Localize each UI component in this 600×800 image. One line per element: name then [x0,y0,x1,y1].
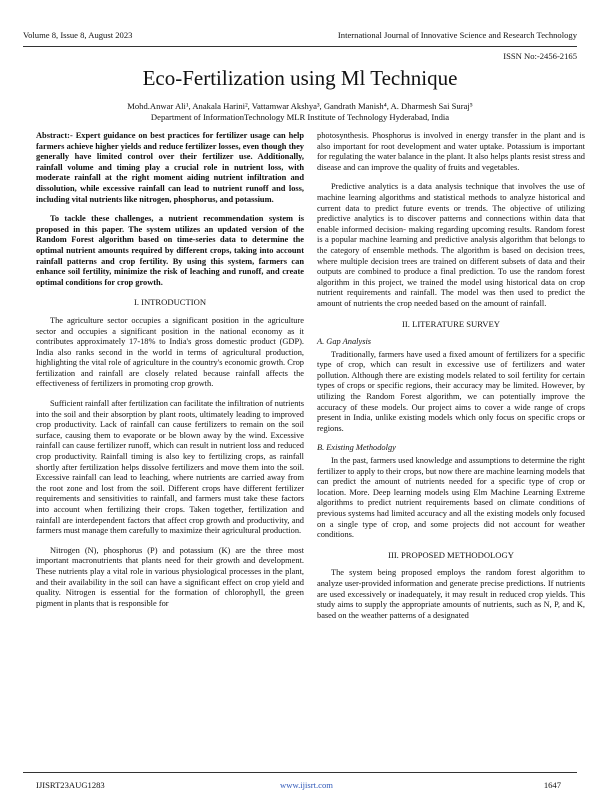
subsection-gap-analysis: A. Gap Analysis [317,337,372,347]
journal-name: International Journal of Innovative Science and Research Technology [337,30,577,40]
left-column [36,131,304,618]
predictive-analytics-paragraph: Predictive analytics is a data analysis technique that involves the use of machine learning algorithms and statistical methods to analyze historical and current data to predict future events or trends. The objective of utilizing predictive analytics is to discover patterns and connections within data that enable informed decision- making regarding upcoming results. Random forest is a popular machine learning and predictive analysis algorithm that belongs to the category of ensemble methods. The algorithm is based on decision trees, where multiple decision trees are trained on different subsets of data and their outputs are combined to produce a final prediction. To use the random forest algorithm in this project, we trained the model using historical data on crop nutrient requirements and rainfall. The model was then used to predict the amount of nutrients the crop needed based on the amount of rainfall. [317,182,585,308]
intro-paragraph-1: The agriculture sector occupies a significant position in the agriculture sector and occupies a significant position in the national economy as it contributes approximately 17-18% to India's gross domestic product (GDP). India also ranks second in the world in terms of agricultural production, highlighting the vital role of agriculture in the country's economic growth. Crop fertilization and rainfall are closely related because rainfall affects the effectiveness of fertilizers in promoting crop growth. [36,315,304,389]
page-number: 1647 [543,780,561,790]
gap-analysis-paragraph: Traditionally, farmers have used a fixed amount of fertilizers for a specific type of crop, which can result in excessive use of fertilizers and water pollution. Although there are existing models related to soil fertility for certain types of crops or specific regions, their accuracy may be limited. However, by utilizing the Random Forest algorithm, we can potentially improve the accuracy of these models. Our project aims to cover a wide range of crops present in India, unlike existing models which only focus on specific crops or regions. [317,349,585,433]
footer-rule [23,772,577,773]
volume-info: Volume 8, Issue 8, August 2023 [23,30,133,40]
continued-paragraph: photosynthesis. Phosphorus is involved in energy transfer in the plant and is also important for root development and water uptake. Potassium is important for regulating the water balance in the plant. It also helps plants resist stress and disease and can improve the quality of fruits and vegetables. [317,131,585,172]
paper-title: Eco-Fertilization using Ml Technique [142,66,458,90]
abstract-paragraph-2: To tackle these challenges, a nutrient recommendation system is proposed in this paper. The system utilizes an updated version of the Random Forest algorithm based on time-series data to determine the optimal nutrient amounts required by different crops, taking into account rainfall patterns and crop fertility. By using this system, farmers can enhance soil fertility, minimize the risk of leaching and runoff, and create optimal conditions for crop growth. [36,214,304,287]
author-block [0,101,600,123]
section-heading-proposed-methodology: III. PROPOSED METHODOLOGY [388,549,514,560]
section-heading-introduction: I. INTRODUCTION [133,297,207,308]
paper-id: IJISRT23AUG1283 [36,780,105,790]
proposed-methodology-paragraph: The system being proposed employs the random forest algorithm to analyze user-provided information and generate precise predictions. If nutrients are used excessively or inadequately, it may result in reduced crop yields. This study aims to supply the appropriate amounts of nutrients, such as N, P, and K, based on the weather patterns of a designated [317,568,585,620]
author-affiliation: Department of InformationTechnology MLR Institute of Technology Hyderabad, India [150,112,450,122]
right-column [317,131,585,630]
author-names: Mohd.Anwar Ali¹, Anakala Harini², Vattamwar Akshya³, Gandrath Manish⁴, A. Dharmesh Sai Suraj⁵ [127,101,473,111]
running-header [23,30,577,44]
abstract-paragraph-1: Abstract:- Expert guidance on best practices for fertilizer usage can help farmers achieve higher yields and reduce fertilizer losses, even though they generally have limited control over their fertilizer use. Additionally, rainfall volume and timing play a crucial role in nutrient loss, with moderate rainfall at the right moment aiding nutrient infiltration and dissolution, while excessive rainfall can lead to nutrient runoff and loss, including vital nutrients like nitrogen, phosphorus, and potassium. [36,131,304,204]
journal-url-link[interactable]: www.ijisrt.com [280,780,333,790]
intro-paragraph-3: Nitrogen (N), phosphorus (P) and potassium (K) are the three most important macronutrients that plants need for their growth and development. These nutrients play a vital role in various physiological processes in the plant, and their availability in the soil can have a significant effect on crop yield and quality. Nitrogen is essential for the formation of chlorophyll, the green pigment in plants that is responsible for [36,545,304,608]
section-heading-literature-survey: II. LITERATURE SURVEY [402,318,500,329]
subsection-existing-methodology: B. Existing Methodolgy [317,443,396,453]
issn-label: ISSN No:-2456-2165 [503,51,577,61]
intro-paragraph-2: Sufficient rainfall after fertilization can facilitate the infiltration of nutrients into the soil and their absorption by plant roots, ultimately leading to improved crop productivity. Lack of rainfall can cause fertilizers to remain on the soil surface, causing them to evaporate or be blown away by the wind. Excessive rainfall can cause fertilizer runoff, which can result in nutrient loss and reduced crop productivity. Rainfall timing is also key to fertilizing crops, as rainfall shortly after fertilization helps dissolve fertilizers and move them into the soil. Excessive rainfall can lead to leaching, where nutrients are carried away from the root zone and lost from the soil. Different crops have different fertilizer requirements and sensitivities to rainfall, and farmers must take these factors into account when fertilizing their crops. Taken together, fertilization and rainfall are interdependent factors that affect crop growth and productivity, and farmers must manage them carefully to maximize their agricultural production. [36,399,304,536]
header-rule [23,46,577,47]
existing-methodology-paragraph: In the past, farmers used knowledge and assumptions to determine the right fertilizer to apply to their crops, but now there are machine learning models that can predict the amount of nutrients needed for a specific type of crop or location. More. Deep learning models using Elm Machine Learning Extreme algorithms to predict nutrient requirements based on climate conditions of previous systems had limited accuracy and all the existing models only focused on a single type of crop, and some projects did not account for weather conditions. [317,456,585,540]
